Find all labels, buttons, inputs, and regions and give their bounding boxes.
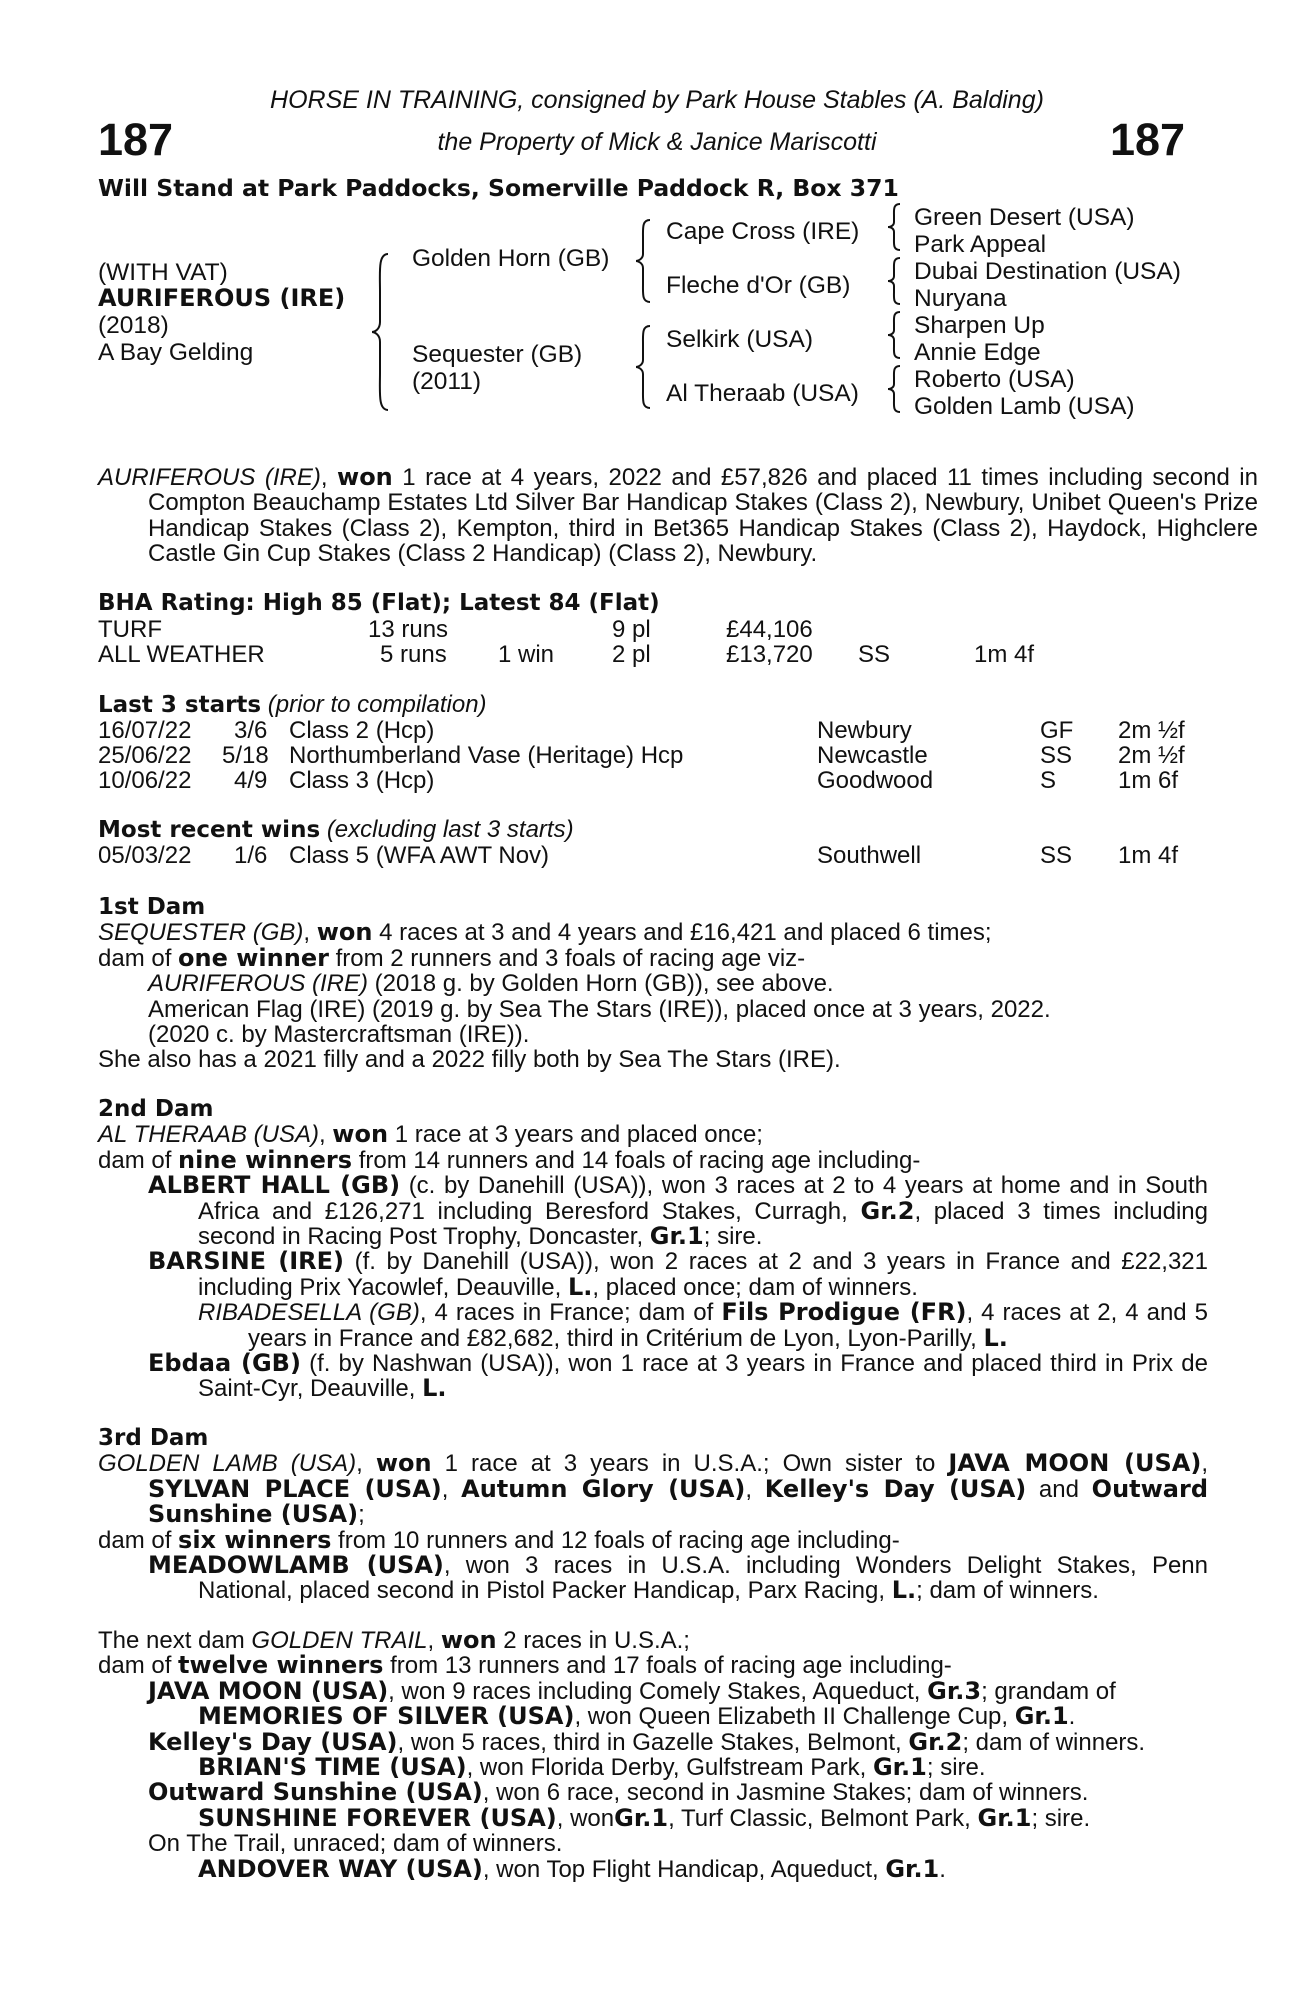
start-race: Class 2 (Hcp) xyxy=(289,717,435,744)
produce-name: MEMORIES OF SILVER (USA) xyxy=(198,1702,575,1731)
won-label: won xyxy=(332,1120,389,1149)
text: , xyxy=(745,1475,765,1503)
grade: Gr.2 xyxy=(908,1727,963,1756)
start-race: Class 3 (Hcp) xyxy=(289,767,435,794)
grade: L. xyxy=(983,1323,1008,1352)
ped-ssd: Park Appeal xyxy=(914,231,1047,258)
produce-entry: American Flag (IRE) (2019 g. by Sea The Stars (IRE)), placed once at 3 years, 2022. xyxy=(148,995,1051,1023)
text: , won 6 race, second in Jasmine Stakes; dam of winners. xyxy=(482,1779,1089,1807)
grade: Gr.1 xyxy=(885,1854,940,1883)
produce-name: MEADOWLAMB (USA) xyxy=(148,1551,444,1580)
text: from 2 runners and 3 foals of racing age viz- xyxy=(328,944,806,972)
sire-sire: Cape Cross (IRE) xyxy=(666,218,860,245)
recent-wins-heading xyxy=(98,817,1208,843)
produce-name: Kelley's Day (USA) xyxy=(148,1727,398,1756)
rating-runs: 13 runs xyxy=(368,616,449,643)
produce-name: BARSINE (IRE) xyxy=(148,1247,345,1276)
text: from 14 runners and 14 foals of racing age including- xyxy=(352,1146,921,1174)
start-distance: 2m ½f xyxy=(1118,717,1185,744)
text: from 10 runners and 12 foals of racing age including- xyxy=(331,1526,900,1554)
text: (f. by Danehill (USA)), won 2 races at 2 and 3 years in France and £22,321 including Prix Yacowlef, Deauville, xyxy=(198,1248,1209,1301)
produce-name: ALBERT HALL (GB) xyxy=(148,1171,401,1200)
dam-sire: Selkirk (USA) xyxy=(666,326,814,353)
produce-name: JAVA MOON (USA) xyxy=(148,1676,389,1705)
winners-count: six winners xyxy=(178,1525,332,1554)
win-position: 1/6 xyxy=(234,842,268,869)
win-going: SS xyxy=(1040,842,1073,869)
rating-surface: TURF xyxy=(98,616,162,643)
grade: Gr.1 xyxy=(872,1753,927,1782)
produce-note: She also has a 2021 filly and a 2022 filly both by Sea The Stars (IRE). xyxy=(98,1046,841,1074)
fourth-dam-section xyxy=(98,1628,1208,1882)
bha-rating-title: BHA Rating: High 85 (Flat); Latest 84 (Flat) xyxy=(98,590,660,616)
start-race: Northumberland Vase (Heritage) Hcp xyxy=(289,742,684,769)
third-dam-section: 3rd Dam GOLDEN LAMB (USA), won 1 race at 3 years in U.S.A.; Own sister to JAVA MOON (USA), SYLVAN PLACE (USA), Autumn Glory (USA), Kelley's Day (USA) and Outward Sunshine (USA); dam of six winners from 10 runners and 12 foals of racing age including- MEADOWLAMB (USA), won 3 races in U.S.A. including Wonders Delight Stakes, Penn National, placed second in Pistol Packer Handicap, Parx Racing, L.; dam of winners. xyxy=(98,1425,1209,1605)
grade: L. xyxy=(891,1576,917,1605)
text: (f. by Nashwan (USA)), won 1 race at 3 years in France and placed third in Prix de Saint-Cyr, Deauville, xyxy=(198,1350,1208,1403)
sibling-name: JAVA MOON (USA) xyxy=(948,1449,1202,1478)
dd-bracket xyxy=(886,364,902,414)
produce-name: Ebdaa (GB) xyxy=(148,1349,301,1378)
second-dam-section: 2nd Dam AL THERAAB (USA), won 1 race at 3 years and placed once; dam of nine winners from 14 runners and 14 foals of racing age including- ALBERT HALL (GB) (c. by Danehill (USA)), won 3 races at 2 to 4 years at home and in South Africa and £126,271 including Beresford Stakes, Curragh, Gr.2, placed 3 times including second in Racing Post Trophy, Doncaster, Gr.1; sire. BARSINE (IRE) (f. by Danehill (USA)), won 2 races at 2 and 3 years in France and £22,321 including Prix Yacowlef, Deauville, L., placed once; dam of winners. RIBADESELLA (GB), 4 races in France; dam of Fils Prodigue (FR), 4 races at 2, 4 and 5 years in France and £82,682, third in Critérium de Lyon, Lyon-Parilly, L. Ebdaa (GB) (f. by Nashwan (USA)), won 1 race at 3 years in France and placed third in Prix de Saint-Cyr, Deauville, L. xyxy=(98,1096,1209,1403)
start-position: 5/18 xyxy=(222,742,269,769)
third-dam-name: GOLDEN LAMB (USA) xyxy=(98,1450,357,1478)
text: , won Top Flight Handicap, Aqueduct, xyxy=(482,1855,886,1883)
ped-dsd: Annie Edge xyxy=(914,339,1041,366)
won-label: won xyxy=(375,1449,432,1478)
dam-dam: Al Theraab (USA) xyxy=(666,380,859,407)
text: , xyxy=(441,1475,462,1503)
horse-year: (2018) xyxy=(98,312,169,339)
text: . xyxy=(939,1855,946,1883)
grade: L. xyxy=(567,1272,593,1301)
produce-entry: On The Trail, unraced; dam of winners. xyxy=(148,1830,563,1858)
text: ; sire. xyxy=(926,1754,986,1782)
dam-bracket xyxy=(634,324,652,410)
text: 1 race at 3 years in U.S.A.; Own sister to xyxy=(431,1450,949,1478)
summary-text: 1 race at 4 years, 2022 and £57,826 and placed 11 times including second in Compton Beauchamp Estates Ltd Silver Bar Handicap Stakes (Class 2), Newbury, Unibet Queen's Prize Handicap Stakes (Class 2), Kempton, third in Bet365 Handicap Stakes (Class 2), Haydock, Highclere Castle Gin Cup Stakes (Class 2 Handicap) (Class 2), Newbury. xyxy=(148,464,1258,568)
text: , xyxy=(427,1627,441,1654)
produce-name: BRIAN'S TIME (USA) xyxy=(198,1753,467,1782)
vat-note: (WITH VAT) xyxy=(98,259,228,286)
dam-name: Sequester (GB) xyxy=(412,341,583,368)
text: dam of xyxy=(98,944,179,972)
sibling-name: Outward Sunshine (USA) xyxy=(148,1474,1209,1529)
grade: Gr.3 xyxy=(927,1676,982,1705)
ped-sds: Dubai Destination (USA) xyxy=(914,258,1181,285)
start-distance: 2m ½f xyxy=(1118,742,1185,769)
winners-count: one winner xyxy=(178,943,329,972)
lot-number-left: 187 xyxy=(98,114,174,165)
first-dam-name: SEQUESTER (GB) xyxy=(98,919,304,947)
ped-dss: Sharpen Up xyxy=(914,312,1045,339)
text: (c. by Danehill (USA)), won 3 races at 2 to 4 years at home and in South Africa and £126,271 including Beresford Stakes, Curragh, xyxy=(198,1172,1209,1225)
text: from 13 runners and 17 foals of racing age including- xyxy=(383,1652,952,1680)
text: ; dam of winners. xyxy=(962,1728,1146,1756)
rating-placed: 2 pl xyxy=(612,641,651,668)
start-date: 10/06/22 xyxy=(98,767,192,794)
text: , won 3 races in U.S.A. including Wonders Delight Stakes, Penn National, placed second in Pistol Packer Handicap, Parx Racing, xyxy=(198,1552,1208,1605)
text: , placed once; dam of winners. xyxy=(592,1273,918,1301)
start-date: 25/06/22 xyxy=(98,742,192,769)
produce-text: (2018 g. by Golden Horn (GB)), see above. xyxy=(368,970,834,998)
sire-name: Golden Horn (GB) xyxy=(412,245,610,272)
text: , 4 races in France; dam of xyxy=(419,1299,722,1327)
start-position: 4/9 xyxy=(234,767,268,794)
rating-table xyxy=(98,616,1208,668)
text: , won xyxy=(556,1804,615,1832)
rating-prize: £13,720 xyxy=(726,641,813,668)
produce-name: ANDOVER WAY (USA) xyxy=(198,1854,483,1883)
win-race: Class 5 (WFA AWT Nov) xyxy=(289,842,550,869)
start-course: Newbury xyxy=(817,717,912,744)
sibling-name: SYLVAN PLACE (USA) xyxy=(148,1474,442,1503)
text: ; dam of winners. xyxy=(916,1577,1099,1605)
last-3-title: Last 3 starts xyxy=(98,692,262,718)
start-going: GF xyxy=(1040,717,1074,744)
recent-wins-title: Most recent wins xyxy=(98,817,321,843)
produce-name: SUNSHINE FOREVER (USA) xyxy=(198,1803,557,1832)
sibling-name: Autumn Glory (USA) xyxy=(461,1474,746,1503)
first-dam-record: 4 races at 3 and 4 years and £16,421 and placed 6 times; xyxy=(372,919,992,947)
text: , 4 races at 2, 4 and 5 years in France and £82,682, third in Critérium de Lyon, Lyon-Parilly, xyxy=(248,1299,1208,1352)
produce-entry: (2020 c. by Mastercraftsman (IRE)). xyxy=(148,1021,530,1049)
rating-wins: 1 win xyxy=(498,641,555,668)
recent-wins-note: (excluding last 3 starts) xyxy=(326,816,574,843)
sire-dam: Fleche d'Or (GB) xyxy=(666,272,851,299)
rating-prize: £44,106 xyxy=(726,616,813,643)
dam-year: (2011) xyxy=(412,368,482,395)
start-going: S xyxy=(1040,767,1057,794)
stand-location: Will Stand at Park Paddocks, Somerville Paddock R, Box 371 xyxy=(98,174,899,202)
text: , xyxy=(1201,1450,1208,1478)
recent-wins-table xyxy=(98,842,1208,869)
text: ; sire. xyxy=(703,1223,763,1251)
produce-name: RIBADESELLA (GB) xyxy=(198,1299,420,1327)
third-dam-title: 3rd Dam xyxy=(98,1425,209,1451)
start-date: 16/07/22 xyxy=(98,717,192,744)
rating-going: SS xyxy=(858,641,891,668)
start-going: SS xyxy=(1040,742,1073,769)
rating-placed: 9 pl xyxy=(612,616,651,643)
win-date: 05/03/22 xyxy=(98,842,192,869)
win-distance: 1m 4f xyxy=(1118,842,1179,869)
sd-bracket xyxy=(886,256,902,306)
start-distance: 1m 6f xyxy=(1118,767,1179,794)
summary-won: won xyxy=(337,463,393,491)
grade: Gr.2 xyxy=(860,1196,915,1225)
summary-horse-name: AURIFEROUS (IRE) xyxy=(98,464,321,491)
text: . xyxy=(1068,1703,1076,1731)
text: ; sire. xyxy=(1031,1804,1091,1832)
second-dam-name: AL THERAAB (USA) xyxy=(98,1121,319,1149)
text: dam of xyxy=(98,1146,179,1174)
ds-bracket xyxy=(886,310,902,360)
ss-bracket xyxy=(886,202,902,252)
horse-name: AURIFEROUS (IRE) xyxy=(98,284,346,312)
rating-distance: 1m 4f xyxy=(974,641,1035,668)
sire-bracket xyxy=(634,218,652,304)
text: , won Queen Elizabeth II Challenge Cup, xyxy=(574,1703,1015,1731)
start-course: Goodwood xyxy=(817,767,934,794)
text: The next dam xyxy=(98,1627,252,1654)
text: 2 races in U.S.A.; xyxy=(496,1627,690,1654)
grade: Gr.1 xyxy=(977,1803,1032,1832)
grade: L. xyxy=(422,1374,447,1403)
ped-sss: Green Desert (USA) xyxy=(914,204,1135,231)
produce-name: AURIFEROUS (IRE) xyxy=(148,970,369,998)
won-label: won xyxy=(316,918,373,947)
text: dam of xyxy=(98,1526,179,1554)
grade: Gr.1 xyxy=(614,1803,669,1832)
text: ; xyxy=(358,1501,365,1529)
start-course: Newcastle xyxy=(817,742,928,769)
fourth-dam-name: GOLDEN TRAIL xyxy=(251,1627,428,1654)
rating-surface: ALL WEATHER xyxy=(98,641,265,668)
sibling-name: Kelley's Day (USA) xyxy=(764,1474,1027,1503)
lot-number-right: 187 xyxy=(1110,114,1186,165)
start-position: 3/6 xyxy=(234,717,268,744)
consignment-line: HORSE IN TRAINING, consigned by Park House Stables (A. Balding) xyxy=(270,86,1044,114)
horse-description: A Bay Gelding xyxy=(98,339,254,366)
text: , won Florida Derby, Gulfstream Park, xyxy=(466,1754,873,1782)
rating-runs: 5 runs xyxy=(380,641,447,668)
text: and xyxy=(1026,1475,1092,1503)
property-line: the Property of Mick & Janice Mariscotti xyxy=(437,128,877,156)
pedigree-bracket-main xyxy=(370,252,390,412)
text: dam of xyxy=(98,1652,179,1680)
winners-count: nine winners xyxy=(178,1145,353,1174)
second-dam-record: 1 race at 3 years and placed once; xyxy=(388,1121,763,1149)
last-3-note: (prior to compilation) xyxy=(267,691,487,718)
race-summary: AURIFEROUS (IRE), won 1 race at 4 years, 2022 and £57,826 and placed 11 times including second in Compton Beauchamp Estates Ltd Silver Bar Handicap Stakes (Class 2), Newbury, Unibet Queen's Prize Handicap Stakes (Class 2), Kempton, third in Bet365 Handicap Stakes (Class 2), Haydock, Highclere Castle Gin Cup Stakes (Class 2 Handicap) (Class 2), Newbury. xyxy=(98,463,1258,568)
first-dam-section: 1st Dam SEQUESTER (GB), won 4 races at 3 and 4 years and £16,421 and placed 6 times; dam of one winner from 2 runners and 3 foals of racing age viz- AURIFEROUS (IRE) (2018 g. by Golden Horn (GB)), see above. American Flag (IRE) (2019 g. by Sea The Stars (IRE)), placed once at 3 years, 2022. (2020 c. by Mastercraftsman (IRE)). She also has a 2021 filly and a 2022 filly both by Sea The Stars (IRE). xyxy=(98,895,1208,1073)
grade: Gr.1 xyxy=(1014,1702,1069,1731)
text: , placed 3 times including second in Racing Post Trophy, Doncaster, xyxy=(198,1197,1208,1251)
ped-sdd: Nuryana xyxy=(914,285,1007,312)
ped-dds: Roberto (USA) xyxy=(914,366,1075,393)
won-label: won xyxy=(440,1626,497,1654)
winners-count: twelve winners xyxy=(178,1651,384,1680)
text: , won 5 races, third in Gazelle Stakes, Belmont, xyxy=(397,1728,909,1756)
last-3-table xyxy=(98,717,1208,797)
text: ; grandam of xyxy=(981,1677,1116,1705)
second-dam-title: 2nd Dam xyxy=(98,1096,214,1122)
win-course: Southwell xyxy=(817,842,922,869)
last-3-starts-heading xyxy=(98,692,1208,718)
produce-name: Fils Prodigue (FR) xyxy=(721,1298,967,1327)
text: , won 9 races including Comely Stakes, Aqueduct, xyxy=(388,1677,928,1705)
grade: Gr.1 xyxy=(649,1222,704,1251)
ped-ddd: Golden Lamb (USA) xyxy=(914,393,1135,420)
first-dam-title: 1st Dam xyxy=(98,894,206,920)
produce-name: Outward Sunshine (USA) xyxy=(148,1778,483,1807)
text: , Turf Classic, Belmont Park, xyxy=(668,1804,978,1832)
